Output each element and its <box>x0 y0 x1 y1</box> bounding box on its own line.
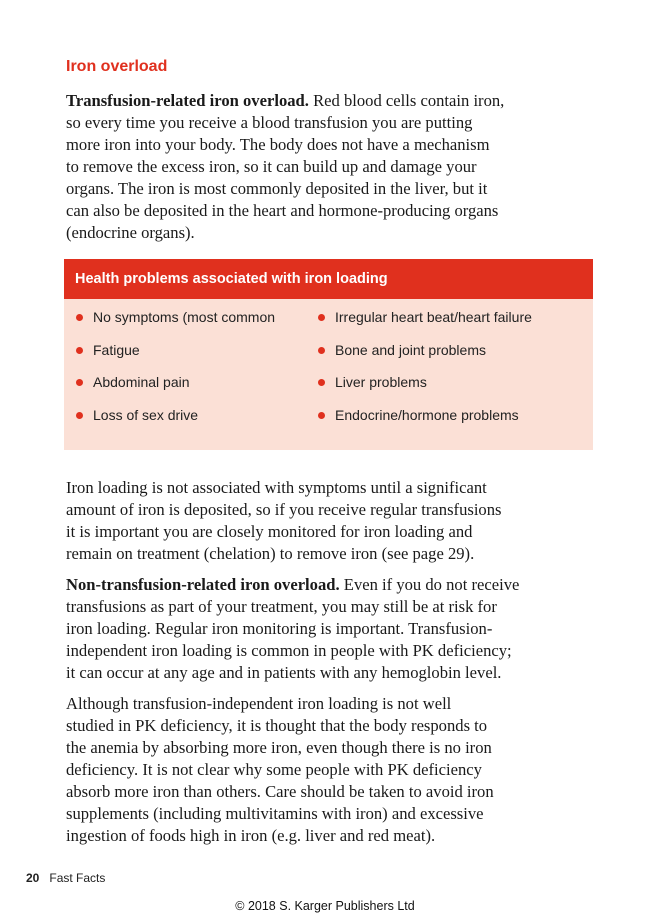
page-footer <box>26 871 105 885</box>
list-item: Loss of sex drive <box>75 407 275 440</box>
intro-line: organs. The iron is most commonly deposited in the liver, but it <box>66 179 488 198</box>
non-transfusion-lead: Non-transfusion-related iron overload. <box>66 575 340 594</box>
intro-paragraph <box>66 90 606 244</box>
paragraph-line: ingestion of foods high in iron (e.g. liver and red meat). <box>66 826 436 845</box>
list-item: Irregular heart beat/heart failure <box>317 309 532 342</box>
paragraph-line: the anemia by absorbing more iron, even though there is no iron <box>66 738 492 757</box>
paragraph-line: Even if you do not receive <box>339 575 520 594</box>
intro-line: more iron into your body. The body does not have a mechanism <box>66 135 490 154</box>
paragraph-line: Iron loading is not associated with symptoms until a significant <box>66 478 487 497</box>
paragraph-line: studied in PK deficiency, it is thought that the body responds to <box>66 716 488 735</box>
intro-lead: Transfusion-related iron overload. <box>66 91 309 110</box>
health-problems-box <box>64 259 593 450</box>
paragraph-line: iron loading. Regular iron monitoring is important. Transfusion- <box>66 619 493 638</box>
intro-line: to remove the excess iron, so it can build up and damage your <box>66 157 477 176</box>
paragraph-line: independent iron loading is common in people with PK deficiency; <box>66 641 512 660</box>
list-item: Bone and joint problems <box>317 342 532 375</box>
box-title: Health problems associated with iron loading <box>64 259 593 299</box>
intro-line: Red blood cells contain iron, <box>308 91 505 110</box>
paragraph-line: Although transfusion-independent iron loading is not well <box>66 694 452 713</box>
paragraph-line: remain on treatment (chelation) to remove iron (see page 29). <box>66 544 475 563</box>
paragraph-line: deficiency. It is not clear why some people with PK deficiency <box>66 760 482 779</box>
list-item: Liver problems <box>317 374 532 407</box>
list-item: Endocrine/hormone problems <box>317 407 532 440</box>
absorption-paragraph <box>66 693 606 847</box>
list-item: Fatigue <box>75 342 275 375</box>
paragraph-line: amount of iron is deposited, so if you receive regular transfusions <box>66 500 502 519</box>
running-title: Fast Facts <box>49 871 106 885</box>
page-number: 20 <box>26 871 40 885</box>
monitoring-paragraph <box>66 477 606 565</box>
list-item: Abdominal pain <box>75 374 275 407</box>
paragraph-line: it is important you are closely monitored for iron loading and <box>66 522 473 541</box>
paragraph-line: supplements (including multivitamins with iron) and excessive <box>66 804 484 823</box>
paragraph-line: absorb more iron than others. Care should be taken to avoid iron <box>66 782 494 801</box>
problems-list-left <box>75 309 275 439</box>
non-transfusion-paragraph <box>66 574 606 684</box>
intro-line: can also be deposited in the heart and hormone-producing organs <box>66 201 499 220</box>
problems-list-right <box>317 309 532 439</box>
paragraph-line: transfusions as part of your treatment, you may still be at risk for <box>66 597 497 616</box>
intro-line: so every time you receive a blood transfusion you are putting <box>66 113 473 132</box>
paragraph-line: it can occur at any age and in patients with any hemoglobin level. <box>66 663 502 682</box>
section-heading: Iron overload <box>66 58 168 75</box>
intro-line: (endocrine organs). <box>66 223 195 242</box>
list-item: No symptoms (most common <box>75 309 275 342</box>
copyright-notice: © 2018 S. Karger Publishers Ltd <box>235 899 415 913</box>
